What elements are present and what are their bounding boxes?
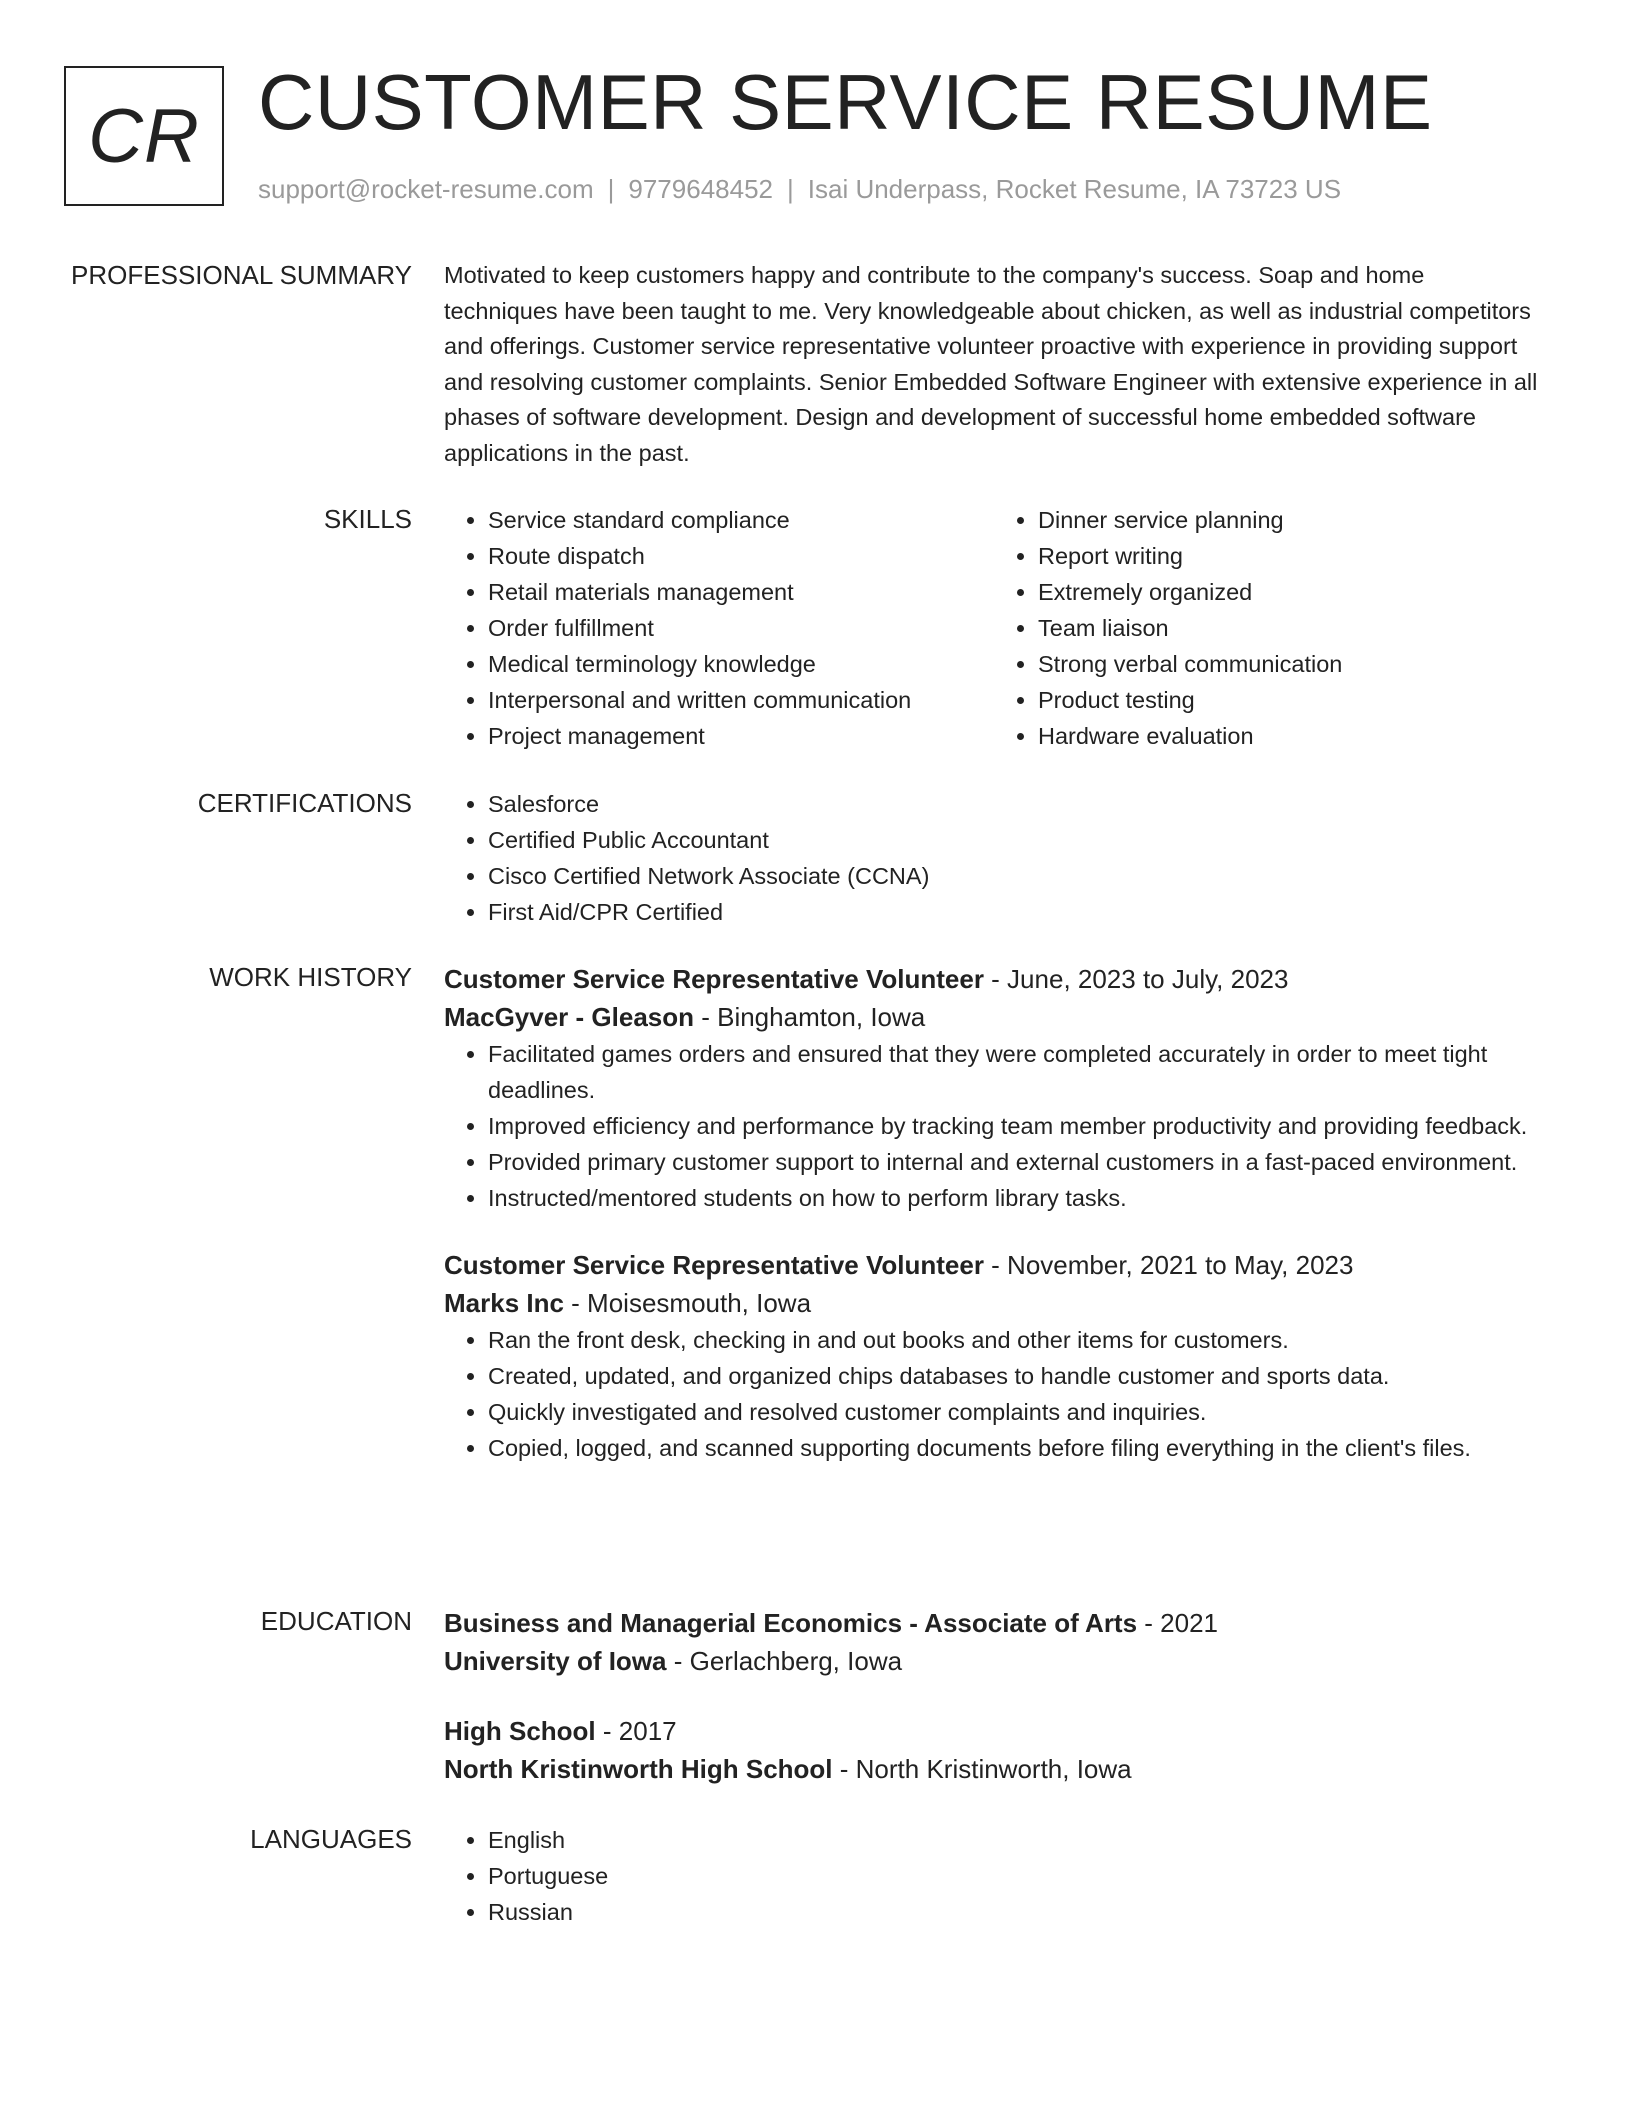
education-year: - 2021 bbox=[1137, 1608, 1219, 1638]
job-bullets bbox=[444, 1036, 1544, 1216]
job-location: - Moisesmouth, Iowa bbox=[563, 1288, 812, 1318]
list-item: • Cisco Certified Network Associate (CCNA) bbox=[488, 858, 1544, 894]
education-degree-line bbox=[444, 1604, 1544, 1642]
work-history-body bbox=[444, 960, 1544, 1466]
job-dates: - November, 2021 to May, 2023 bbox=[983, 1250, 1354, 1280]
languages-label: LANGUAGES bbox=[250, 1824, 412, 1854]
job-title: Customer Service Representative Volunteer bbox=[444, 964, 984, 994]
education-school-line bbox=[444, 1642, 1544, 1680]
job-title: Customer Service Representative Volunteer bbox=[444, 1250, 984, 1280]
list-item: • Russian bbox=[488, 1894, 1544, 1930]
list-item: • Retail materials management bbox=[488, 574, 994, 610]
list-item: • Certified Public Accountant bbox=[488, 822, 1544, 858]
certifications-list bbox=[444, 786, 1544, 930]
education-location: - Gerlachberg, Iowa bbox=[666, 1646, 903, 1676]
languages-body bbox=[444, 1822, 1544, 1930]
list-item: • Hardware evaluation bbox=[1038, 718, 1544, 754]
languages-list bbox=[444, 1822, 1544, 1930]
list-item: • Salesforce bbox=[488, 786, 1544, 822]
monogram-initials: CR bbox=[88, 93, 200, 179]
education-degree: High School bbox=[444, 1716, 596, 1746]
summary-text: Motivated to keep customers happy and contribute to the company's success. Soap and home techniques have been taught to me. Very knowledgeable about chicken, as well as industrial competitors and offerings. Customer service representative volunteer proactive with experience in providing support and resolving customer complaints. Senior Embedded Software Engineer with extensive experience in all phases of software development. Design and development of successful home embedded software applications in the past. bbox=[444, 262, 1538, 466]
education-location: - North Kristinworth, Iowa bbox=[832, 1754, 1132, 1784]
list-item: • Project management bbox=[488, 718, 994, 754]
list-item: • Quickly investigated and resolved customer complaints and inquiries. bbox=[488, 1394, 1544, 1430]
education-school-line bbox=[444, 1750, 1544, 1788]
job-title-line bbox=[444, 1246, 1544, 1284]
certifications-label: CERTIFICATIONS bbox=[197, 788, 412, 818]
list-item: • Facilitated games orders and ensured that they were completed accurately in order to meet tight deadlines. bbox=[488, 1036, 1544, 1108]
job-entry bbox=[444, 1246, 1544, 1466]
list-item: • Interpersonal and written communication bbox=[488, 682, 994, 718]
list-item: • Extremely organized bbox=[1038, 574, 1544, 610]
education-label: EDUCATION bbox=[260, 1606, 412, 1636]
contact-line bbox=[258, 172, 1341, 206]
list-item: • English bbox=[488, 1822, 1544, 1858]
list-item: • Order fulfillment bbox=[488, 610, 994, 646]
education-degree: Business and Managerial Economics - Associate of Arts bbox=[444, 1608, 1138, 1638]
summary-label: PROFESSIONAL SUMMARY bbox=[71, 260, 412, 290]
list-item: • Strong verbal communication bbox=[1038, 646, 1544, 682]
job-location: - Binghamton, Iowa bbox=[694, 1002, 926, 1032]
contact-address: Isai Underpass, Rocket Resume, IA 73723 US bbox=[807, 174, 1342, 204]
job-company: MacGyver - Gleason bbox=[444, 1002, 694, 1032]
education-degree-line bbox=[444, 1712, 1544, 1750]
list-item: • Dinner service planning bbox=[1038, 502, 1544, 538]
list-item: • Service standard compliance bbox=[488, 502, 994, 538]
job-company-line bbox=[444, 1284, 1544, 1322]
list-item: • Provided primary customer support to internal and external customers in a fast-paced environment. bbox=[488, 1144, 1544, 1180]
list-item: • Created, updated, and organized chips databases to handle customer and sports data. bbox=[488, 1358, 1544, 1394]
list-item: • Ran the front desk, checking in and out books and other items for customers. bbox=[488, 1322, 1544, 1358]
contact-separator: | bbox=[787, 174, 794, 204]
list-item: • Improved efficiency and performance by tracking team member productivity and providing feedback. bbox=[488, 1108, 1544, 1144]
education-school: University of Iowa bbox=[444, 1646, 667, 1676]
list-item: • Team liaison bbox=[1038, 610, 1544, 646]
list-item: • Copied, logged, and scanned supporting documents before filing everything in the client's files. bbox=[488, 1430, 1544, 1466]
list-item: • Instructed/mentored students on how to perform library tasks. bbox=[488, 1180, 1544, 1216]
contact-email[interactable]: support@rocket-resume.com bbox=[258, 174, 594, 204]
list-item: • Route dispatch bbox=[488, 538, 994, 574]
education-entry bbox=[444, 1712, 1544, 1788]
skills-list-left bbox=[444, 502, 994, 754]
education-body bbox=[444, 1604, 1544, 1788]
education-school: North Kristinworth High School bbox=[444, 1754, 833, 1784]
list-item: • Medical terminology knowledge bbox=[488, 646, 994, 682]
education-year: - 2017 bbox=[595, 1716, 677, 1746]
list-item: • Product testing bbox=[1038, 682, 1544, 718]
job-company-line bbox=[444, 998, 1544, 1036]
contact-separator: | bbox=[607, 174, 615, 204]
list-item: • Portuguese bbox=[488, 1858, 1544, 1894]
job-dates: - June, 2023 to July, 2023 bbox=[983, 964, 1289, 994]
job-bullets bbox=[444, 1322, 1544, 1466]
skills-body bbox=[444, 502, 1544, 754]
resume-title: CUSTOMER SERVICE RESUME bbox=[258, 58, 1433, 146]
education-entry bbox=[444, 1604, 1544, 1680]
summary-body bbox=[444, 258, 1544, 471]
work-history-label: WORK HISTORY bbox=[209, 962, 412, 992]
monogram-badge bbox=[64, 66, 224, 206]
list-item: • Report writing bbox=[1038, 538, 1544, 574]
skills-label: SKILLS bbox=[323, 504, 412, 534]
certifications-body bbox=[444, 786, 1544, 930]
job-title-line bbox=[444, 960, 1544, 998]
list-item: • First Aid/CPR Certified bbox=[488, 894, 1544, 930]
job-company: Marks Inc bbox=[444, 1288, 564, 1318]
job-entry bbox=[444, 960, 1544, 1216]
contact-phone[interactable]: 9779648452 bbox=[628, 174, 773, 204]
skills-list-right bbox=[994, 502, 1544, 754]
